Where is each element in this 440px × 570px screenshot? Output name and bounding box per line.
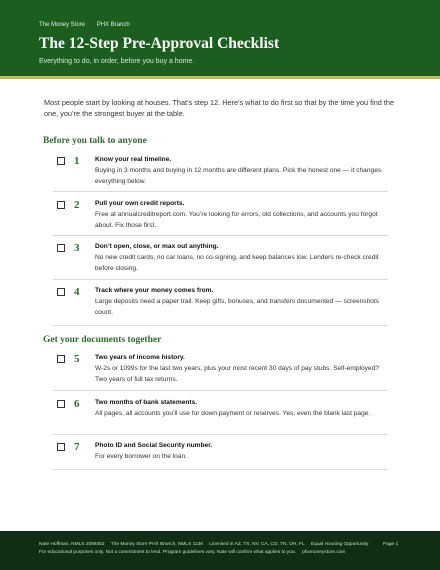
checklist-step <box>53 198 388 236</box>
checklist-step <box>53 241 388 280</box>
step-checkbox[interactable] <box>57 355 65 363</box>
step-title: Don’t open, close, or max out anything. <box>95 243 219 250</box>
section-heading: Before you talk to anyone <box>43 136 147 146</box>
step-description: W-2s or 1099s for the last two years, plus your most recent 30 days of pay stubs. Self-employed? Two years of full tax returns. <box>95 365 379 383</box>
step-title: Photo ID and Social Security number. <box>95 442 213 449</box>
step-description: Free at annualcreditreport.com. You’re looking for errors, old collections, and accounts you forgot about. Fix those first. <box>95 211 378 229</box>
step-description: Buying in 3 months and buying in 12 months are different plans. Pick the honest one — it changes everything below. <box>95 167 382 185</box>
step-number: 1 <box>74 155 80 167</box>
step-checkbox[interactable] <box>57 201 65 209</box>
header-accent-bar <box>0 76 440 79</box>
footer-website-link[interactable]: phxmoneystore.com <box>302 550 346 555</box>
step-number: 6 <box>74 398 80 410</box>
step-checkbox[interactable] <box>57 400 65 408</box>
step-number: 3 <box>74 242 80 254</box>
step-checkbox[interactable] <box>57 244 65 252</box>
checklist-step <box>53 154 388 192</box>
step-checkbox[interactable] <box>57 288 65 296</box>
step-number: 2 <box>74 199 80 211</box>
footer-branch-nmls: The Money Store PHX Branch, NMLS 1139 <box>110 542 203 547</box>
step-description: All pages, all accounts you’ll use for down payment or reserves. Yes, even the blank last page. <box>95 410 371 417</box>
footer-licensed-states: Licensed in AZ, TX, NV, CA, CO, TN, OH, FL <box>209 542 305 547</box>
checklist-step <box>53 440 388 470</box>
step-number: 5 <box>74 353 80 365</box>
branch-name: PHX Branch <box>96 22 130 28</box>
page-title: The 12-Step Pre-Approval Checklist <box>39 35 280 52</box>
step-title: Know your real timeline. <box>95 156 172 163</box>
checklist-step <box>53 352 388 391</box>
step-title: Track where your money comes from. <box>95 287 214 294</box>
step-checkbox[interactable] <box>57 443 65 451</box>
checklist-step <box>53 397 388 435</box>
step-description: For every borrower on the loan. <box>95 453 187 460</box>
step-checkbox[interactable] <box>57 157 65 165</box>
step-title: Pull your own credit reports. <box>95 200 185 207</box>
brand-name: The Money Store <box>39 22 86 28</box>
footer-disclaimer: For educational purposes only. Not a commitment to lend. Program guidelines vary. Nate will confirm what applies to you. <box>39 550 296 555</box>
step-title: Two years of income history. <box>95 354 185 361</box>
footer-equal-housing: Equal Housing Opportunity <box>310 542 369 547</box>
footer-disclaimer-row <box>39 550 350 555</box>
page-number: Page 1 <box>383 542 399 547</box>
step-description: Large deposits need a paper trail. Keep gifts, bonuses, and transfers documented — screenshots count. <box>95 298 380 316</box>
footer-licensing <box>39 542 373 547</box>
page-subtitle: Everything to do, in order, before you buy a home. <box>39 58 195 65</box>
intro-paragraph: Most people start by looking at houses. That’s step 12. Here’s what to do first so that by the time you find the one, you’re the strongest buyer at the table. <box>44 98 395 118</box>
checklist-step <box>53 285 388 326</box>
footer-agent-nmls: Nate Hoffman, NMLS 2088452 <box>39 542 105 547</box>
step-number: 4 <box>74 286 80 298</box>
section-heading: Get your documents together <box>43 335 162 345</box>
step-number: 7 <box>74 441 80 453</box>
brand-row <box>39 22 140 28</box>
step-title: Two months of bank statements. <box>95 399 198 406</box>
step-description: No new credit cards, no car loans, no co-signing, and keep balances low. Lenders re-check credit before closing. <box>95 254 379 272</box>
